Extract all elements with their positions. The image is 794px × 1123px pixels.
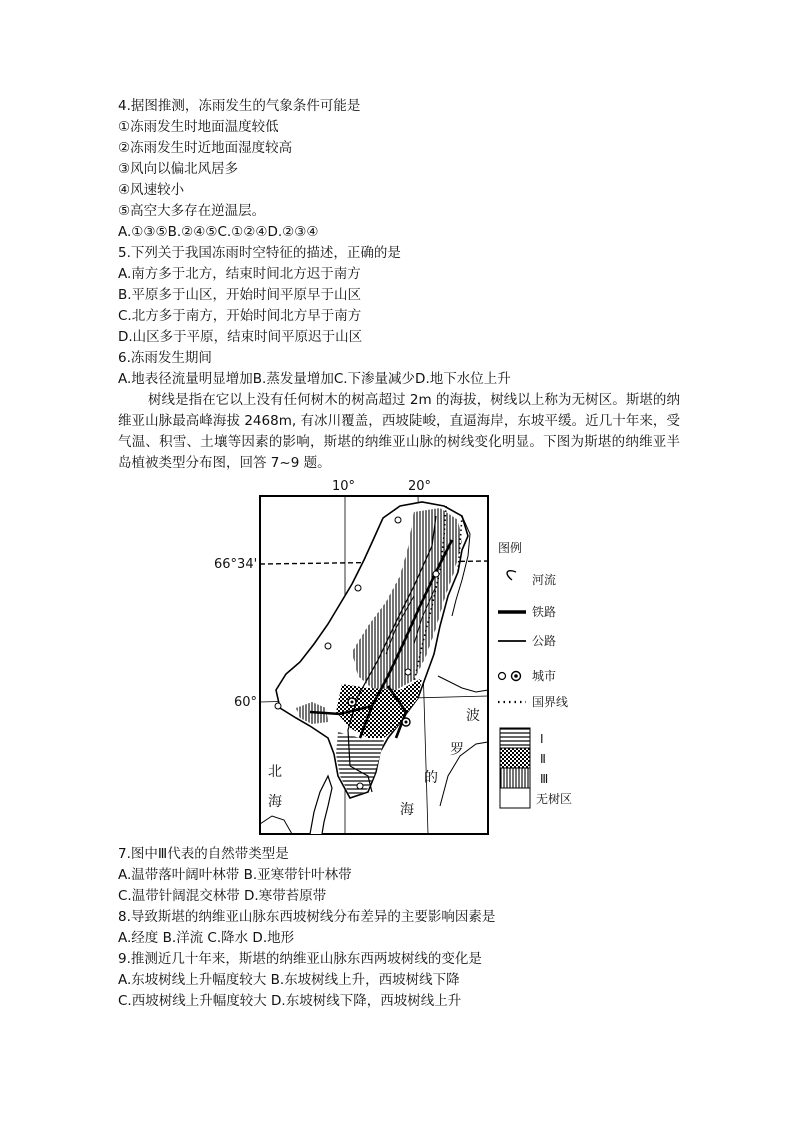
city-marker: [357, 783, 363, 789]
city-marker: [405, 669, 411, 675]
legend-railway-label: 铁路: [532, 605, 557, 619]
legend-zone-ii-swatch: [500, 748, 530, 768]
legend-river-label: 河流: [532, 573, 557, 587]
legend-zone-iii-label: Ⅲ: [540, 772, 549, 786]
sea-label-baltic-2: 罗: [450, 742, 464, 758]
legend-road-label: 公路: [532, 634, 557, 648]
legend-capital-symbol: [514, 674, 518, 678]
legend-title: 图例: [498, 541, 523, 555]
capital-marker: [351, 701, 354, 704]
lon-label-10: 10°: [332, 479, 356, 494]
legend-zone-iii-swatch: [500, 768, 530, 788]
question-6-options: A.地表径流量明显增加B.蒸发量增加C.下渗量减少D.地下水位上升: [118, 371, 511, 387]
question-5-option: C.北方多于南方，开始时间北方早于南方: [118, 308, 362, 324]
question-4-item: ④风速较小: [118, 182, 185, 198]
sea-label-baltic-3: 的: [424, 770, 438, 786]
question-4-item: ⑤高空大多存在逆温层。: [118, 203, 266, 219]
question-7-option: C.温带针阔混交林带 D.寒带苔原带: [118, 888, 327, 904]
question-4-stem: 4.据图推测，冻雨发生的气象条件可能是: [118, 98, 361, 114]
lat-label-60: 60°: [234, 695, 258, 710]
legend-city-label: 城市: [532, 669, 557, 683]
question-9-option: C.西坡树线上升幅度较大 D.东坡树线下降，西坡树线上升: [118, 993, 462, 1009]
scandinavia-vegetation-map: [200, 476, 596, 838]
map-legend: [498, 540, 572, 808]
legend-river-symbol: [507, 571, 516, 580]
question-5-option: B.平原多于山区，开始时间平原早于山区: [118, 287, 362, 303]
question-8-stem: 8.导致斯堪的纳维亚山脉东西坡树线分布差异的主要影响因素是: [118, 909, 496, 925]
question-5-stem: 5.下列关于我国冻雨时空特征的描述，正确的是: [118, 245, 401, 261]
city-marker: [325, 643, 331, 649]
question-5-option: A.南方多于北方，结束时间北方迟于南方: [118, 266, 361, 282]
question-5-option: D.山区多于平原，结束时间平原迟于山区: [118, 329, 363, 345]
question-4-item: ③风向以偏北风居多: [118, 161, 239, 177]
question-8-options: A.经度 B.洋流 C.降水 D.地形: [118, 930, 295, 946]
question-9-stem: 9.推测近几十年来，斯堪的纳维亚山脉东西两坡树线的变化是: [118, 951, 482, 967]
sea-label-baltic-4: 海: [400, 802, 414, 818]
question-4-options: A.①③⑤B.②④⑤C.①②④D.②③④: [118, 224, 319, 240]
legend-treeless-swatch: [500, 788, 530, 808]
legend-zone-ii-label: Ⅱ: [540, 752, 546, 766]
lat-label-arctic: 66°34': [214, 557, 258, 572]
legend-zone-i-label: Ⅰ: [540, 732, 544, 746]
question-6-stem: 6.冻雨发生期间: [118, 350, 212, 366]
sea-label-north-sea: 海: [268, 794, 282, 810]
legend-zone-i-swatch: [500, 728, 530, 748]
city-marker: [395, 517, 401, 523]
question-7-stem: 7.图中Ⅲ代表的自然带类型是: [118, 846, 289, 862]
legend-border-label: 国界线: [532, 695, 569, 709]
sea-label-baltic-1: 波: [466, 708, 480, 724]
city-marker: [275, 703, 281, 709]
question-4-item: ②冻雨发生时近地面湿度较高: [118, 140, 293, 156]
city-marker: [355, 585, 361, 591]
lon-label-20: 20°: [408, 479, 432, 494]
sea-label-north: 北: [268, 764, 282, 780]
reading-passage: 树线是指在它以上没有任何树木的树高超过 2m 的海拔，树线以上称为无树区。斯堪的纳维亚山脉最高峰海拔 2468m, 有冰川覆盖，西坡陡峻，直逼海岸，东坡平缓。近几十年来，受气温、积雪、土壤等因素的影响，斯堪的纳维亚山脉的树线变化明显。下图为斯堪的纳维亚半岛植被类型分布图，回答 7~9 题。: [118, 392, 680, 471]
city-marker: [433, 571, 439, 577]
question-7-option: A.温带落叶阔叶林带 B.亚寒带针叶林带: [118, 867, 352, 883]
question-9-option: A.东坡树线上升幅度较大 B.东坡树线上升，西坡树线下降: [118, 972, 460, 988]
capital-marker: [405, 721, 408, 724]
question-4-item: ①冻雨发生时地面温度较低: [118, 119, 279, 135]
legend-treeless-label: 无树区: [536, 792, 573, 806]
legend-city-symbol: [499, 673, 506, 680]
